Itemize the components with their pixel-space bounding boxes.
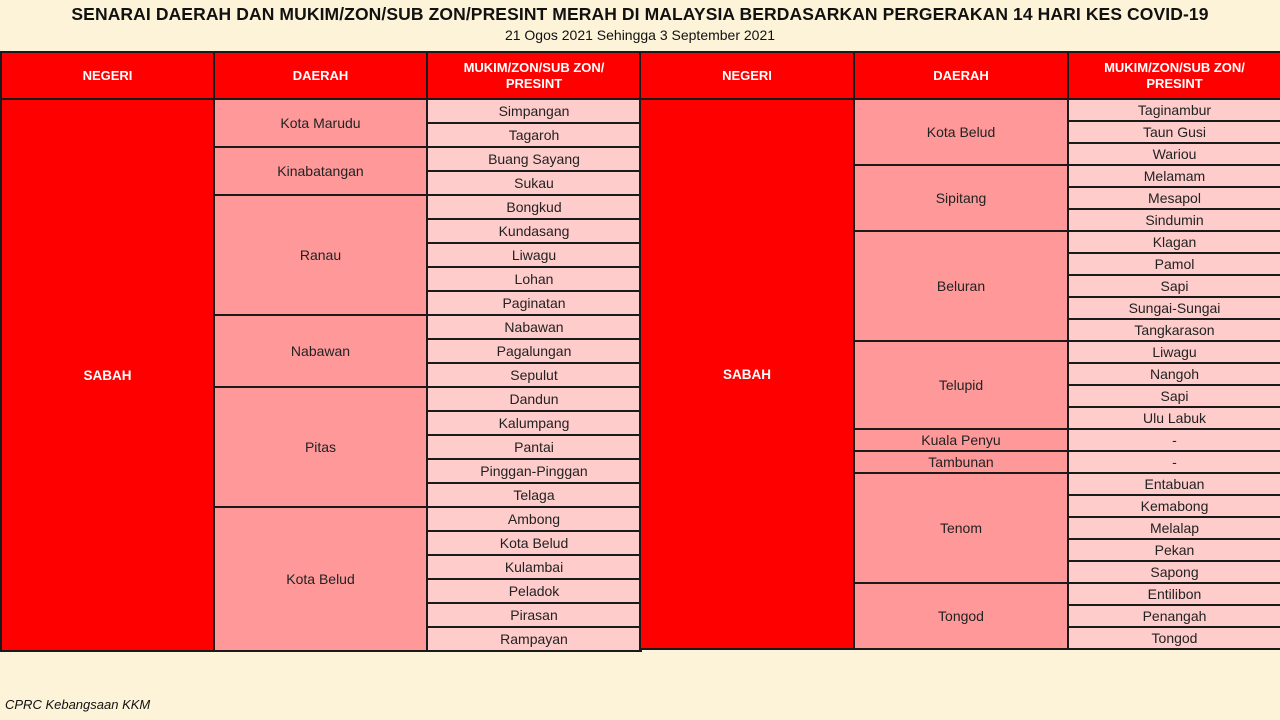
daerah-cell: Ranau [214, 195, 427, 315]
table-row [1, 99, 641, 123]
mukim-cell: Paginatan [427, 291, 641, 315]
mukim-cell: Tangkarason [1068, 319, 1280, 341]
mukim-cell: Tagaroh [427, 123, 641, 147]
mukim-cell: Taginambur [1068, 99, 1280, 121]
mukim-cell: Pagalungan [427, 339, 641, 363]
page-title: SENARAI DAERAH DAN MUKIM/ZON/SUB ZON/PRESINT MERAH DI MALAYSIA BERDASARKAN PERGERAKAN 14 HARI KES COVID-19 [71, 4, 1209, 24]
header-mukim-line1: MUKIM/ZON/SUB ZON/ [1104, 59, 1245, 75]
mukim-cell: Kalumpang [427, 411, 641, 435]
daerah-cell: Kinabatangan [214, 147, 427, 195]
daerah-cell: Beluran [854, 231, 1068, 341]
mukim-cell: Tongod [1068, 627, 1280, 649]
header-mukim [427, 52, 641, 99]
mukim-cell: Penangah [1068, 605, 1280, 627]
mukim-cell: Bongkud [427, 195, 641, 219]
mukim-cell: Rampayan [427, 627, 641, 651]
table-header-row [1, 52, 641, 99]
mukim-cell: Lohan [427, 267, 641, 291]
mukim-cell: Sapi [1068, 275, 1280, 297]
daerah-cell: Kuala Penyu [854, 429, 1068, 451]
mukim-cell: Kundasang [427, 219, 641, 243]
mukim-cell: - [1068, 429, 1280, 451]
mukim-cell: Mesapol [1068, 187, 1280, 209]
date-range-subtitle: 21 Ogos 2021 Sehingga 3 September 2021 [504, 27, 776, 43]
mukim-cell: Liwagu [427, 243, 641, 267]
mukim-cell: Pekan [1068, 539, 1280, 561]
daerah-cell: Tambunan [854, 451, 1068, 473]
header-mukim [1068, 52, 1280, 99]
mukim-cell: Melalap [1068, 517, 1280, 539]
header-negeri: NEGERI [1, 52, 214, 99]
mukim-cell: Kulambai [427, 555, 641, 579]
daerah-cell: Kota Marudu [214, 99, 427, 147]
mukim-cell: - [1068, 451, 1280, 473]
header-negeri: NEGERI [640, 52, 854, 99]
mukim-cell: Ulu Labuk [1068, 407, 1280, 429]
mukim-cell: Klagan [1068, 231, 1280, 253]
mukim-cell: Entabuan [1068, 473, 1280, 495]
mukim-cell: Nangoh [1068, 363, 1280, 385]
daerah-cell: Kota Belud [854, 99, 1068, 165]
mukim-cell: Dandun [427, 387, 641, 411]
negeri-cell: SABAH [1, 99, 214, 651]
red-zone-table-left [0, 51, 642, 652]
mukim-cell: Pirasan [427, 603, 641, 627]
mukim-cell: Entilibon [1068, 583, 1280, 605]
mukim-cell: Liwagu [1068, 341, 1280, 363]
header-mukim-line1: MUKIM/ZON/SUB ZON/ [463, 59, 605, 75]
mukim-cell: Simpangan [427, 99, 641, 123]
mukim-cell: Sepulut [427, 363, 641, 387]
header-mukim-line2: PRESINT [505, 75, 563, 91]
mukim-cell: Wariou [1068, 143, 1280, 165]
table-row [640, 99, 1280, 121]
mukim-cell: Sukau [427, 171, 641, 195]
mukim-cell: Peladok [427, 579, 641, 603]
mukim-cell: Pamol [1068, 253, 1280, 275]
header-daerah: DAERAH [214, 52, 427, 99]
daerah-cell: Kota Belud [214, 507, 427, 651]
header-daerah: DAERAH [854, 52, 1068, 99]
header-mukim-line2: PRESINT [1146, 75, 1203, 91]
mukim-cell: Melamam [1068, 165, 1280, 187]
daerah-cell: Sipitang [854, 165, 1068, 231]
mukim-cell: Telaga [427, 483, 641, 507]
mukim-cell: Nabawan [427, 315, 641, 339]
mukim-cell: Buang Sayang [427, 147, 641, 171]
red-zone-table-right [639, 51, 1280, 650]
mukim-cell: Sapong [1068, 561, 1280, 583]
mukim-cell: Sapi [1068, 385, 1280, 407]
mukim-cell: Pantai [427, 435, 641, 459]
mukim-cell: Kemabong [1068, 495, 1280, 517]
daerah-cell: Tenom [854, 473, 1068, 583]
mukim-cell: Sindumin [1068, 209, 1280, 231]
daerah-cell: Telupid [854, 341, 1068, 429]
mukim-cell: Pinggan-Pinggan [427, 459, 641, 483]
daerah-cell: Tongod [854, 583, 1068, 649]
daerah-cell: Nabawan [214, 315, 427, 387]
table-header-row [640, 52, 1280, 99]
mukim-cell: Taun Gusi [1068, 121, 1280, 143]
source-footer: CPRC Kebangsaan KKM [5, 697, 151, 712]
mukim-cell: Ambong [427, 507, 641, 531]
mukim-cell: Sungai-Sungai [1068, 297, 1280, 319]
negeri-cell: SABAH [640, 99, 854, 649]
mukim-cell: Kota Belud [427, 531, 641, 555]
daerah-cell: Pitas [214, 387, 427, 507]
